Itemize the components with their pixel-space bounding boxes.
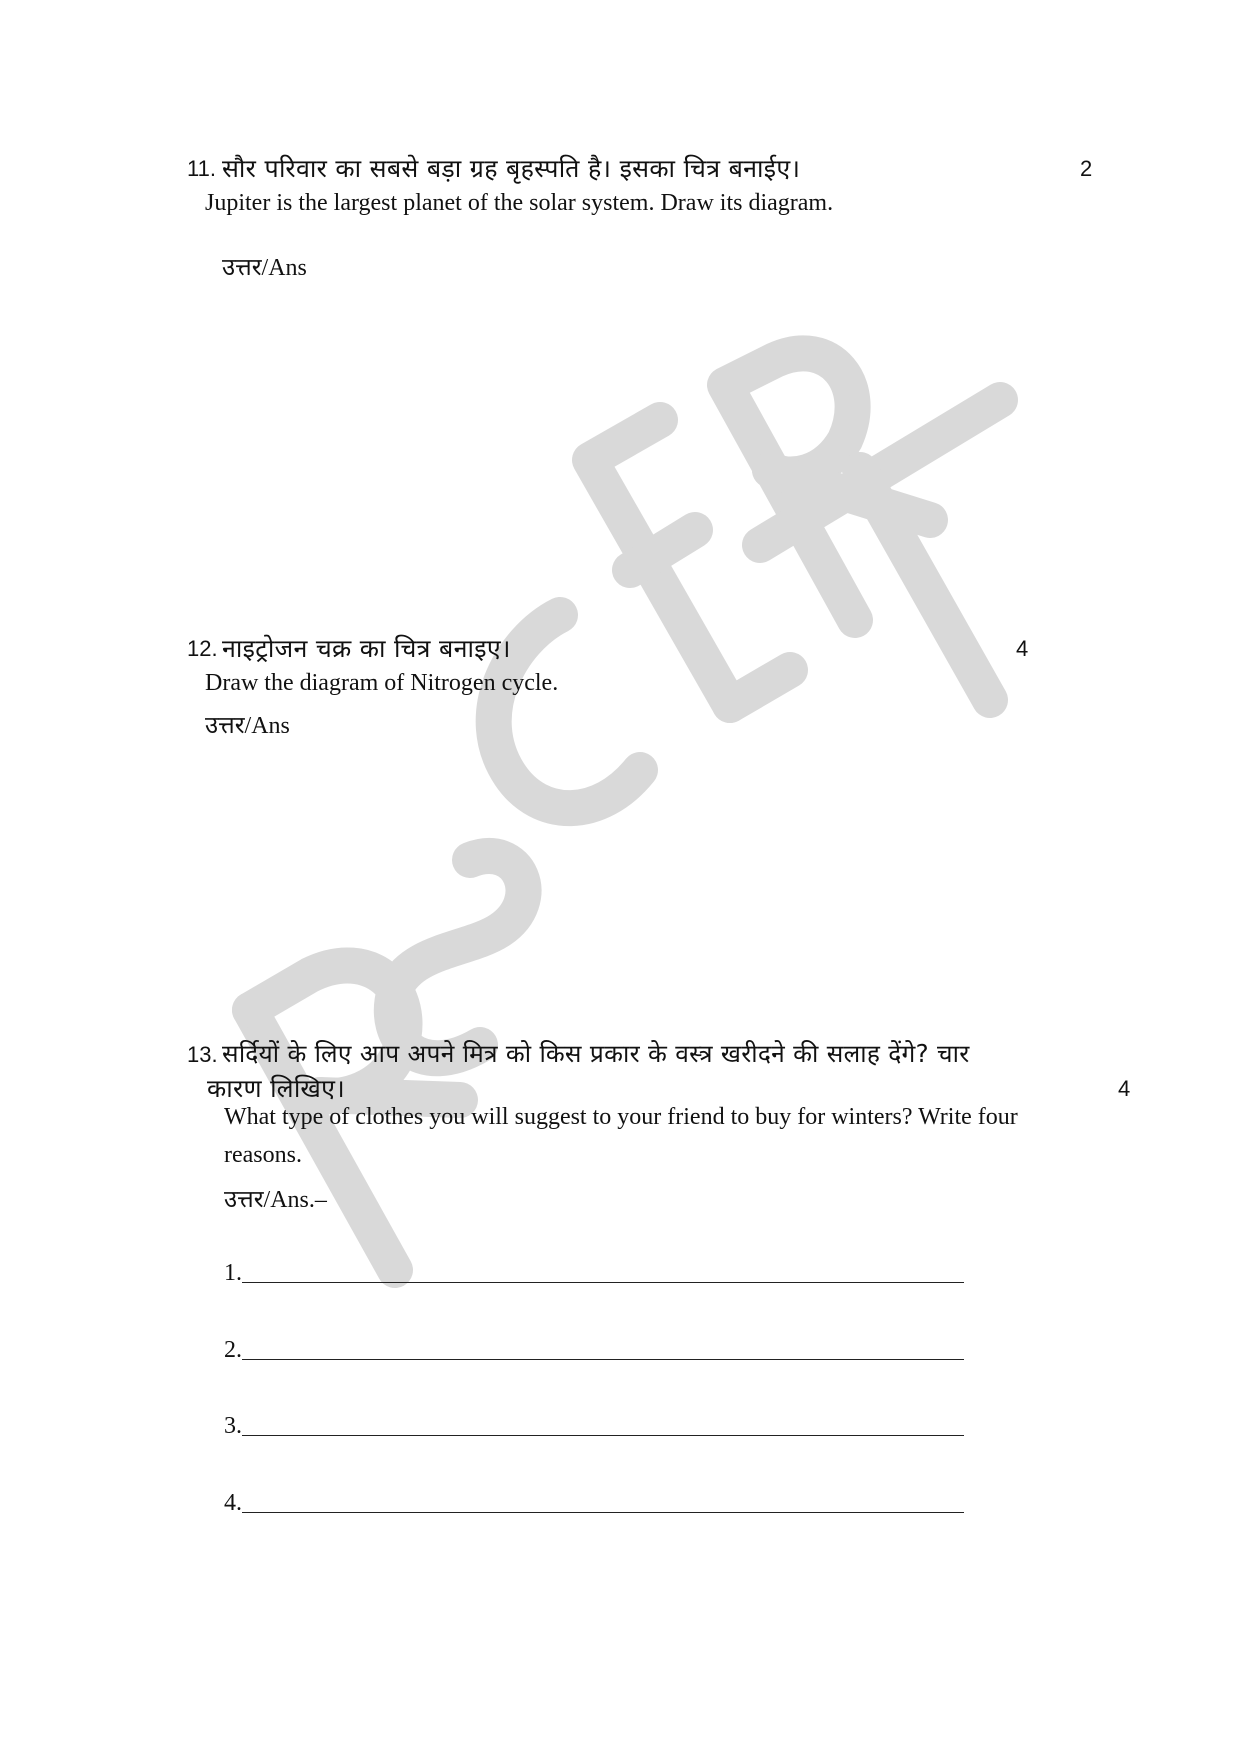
question-text-hindi-line1: सर्दियों के लिए आप अपने मित्र को किस प्रकार के वस्त्र खरीदने की सलाह देंगे? चार [222,1039,970,1068]
answer-line-number: 3. [224,1413,242,1439]
question-text-english-line2: reasons. [224,1142,302,1168]
answer-label: उत्तर/Ans [205,713,290,739]
answer-line-1[interactable] [224,1260,964,1287]
question-marks: 4 [1016,636,1029,661]
question-marks: 4 [1118,1076,1131,1101]
question-text-english: Jupiter is the largest planet of the solar system. Draw its diagram. [205,190,834,216]
question-text-english-line1: What type of clothes you will suggest to your friend to buy for winters? Write four [224,1104,1018,1130]
question-text-hindi: नाइट्रोजन चक्र का चित्र बनाइए। [222,634,511,663]
question-number: 11. [187,156,216,181]
answer-line-3[interactable] [224,1413,964,1440]
question-number: 13. [187,1042,218,1067]
answer-line-2[interactable] [224,1337,964,1364]
answer-area[interactable] [222,290,1082,590]
answer-line-rule[interactable] [242,1358,964,1360]
answer-line-rule[interactable] [242,1281,964,1283]
question-marks: 2 [1080,156,1093,181]
answer-label: उत्तर/Ans [222,255,307,281]
answer-line-rule[interactable] [242,1434,964,1436]
answer-line-number: 2. [224,1337,242,1363]
answer-area[interactable] [205,745,1065,1015]
question-text-english: Draw the diagram of Nitrogen cycle. [205,670,559,696]
question-number: 12. [187,636,218,661]
answer-label: उत्तर/Ans.– [224,1187,327,1213]
answer-line-number: 1. [224,1260,242,1286]
question-text-hindi-line2: कारण लिखिए। [207,1074,345,1103]
answer-line-number: 4. [224,1490,242,1516]
question-text-hindi: सौर परिवार का सबसे बड़ा ग्रह बृहस्पति है। इसका चित्र बनाईए। [222,154,801,183]
answer-line-rule[interactable] [242,1511,964,1513]
answer-line-4[interactable] [224,1490,964,1517]
